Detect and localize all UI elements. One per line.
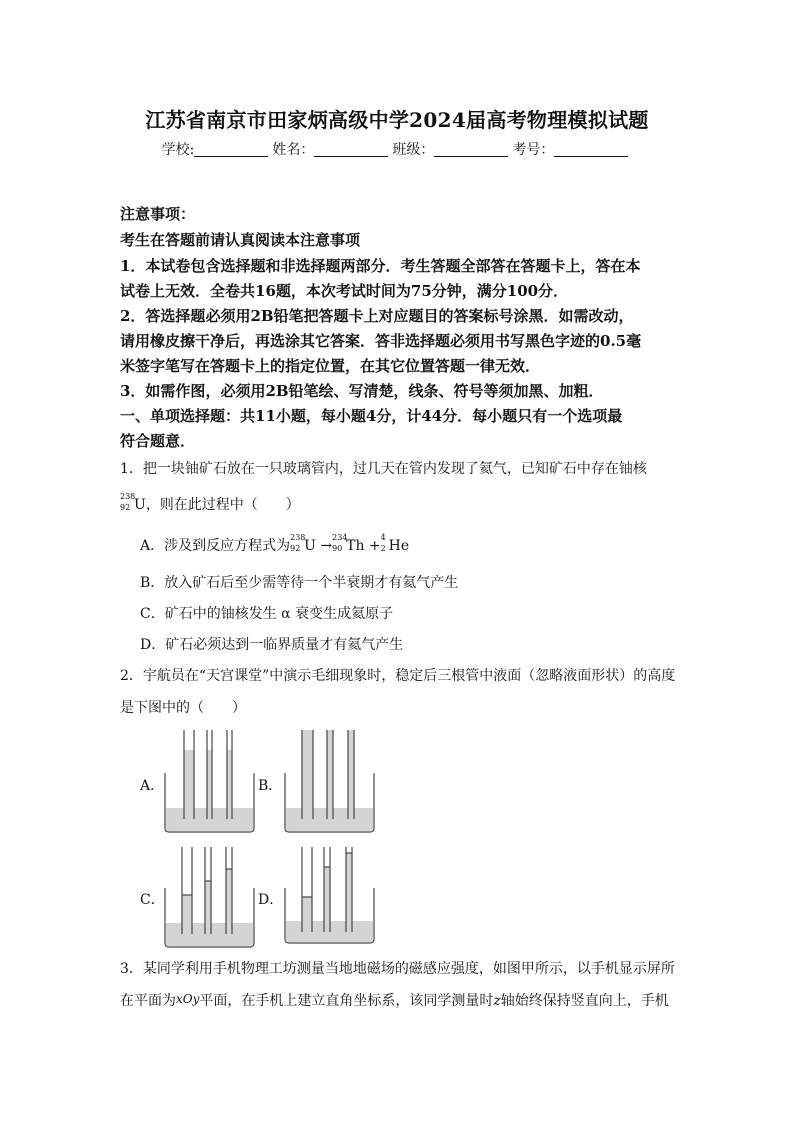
name-blank bbox=[314, 142, 388, 157]
notice-item-2-line-2: 请用橡皮擦干净后，再选涂其它答案．答非选择题必须用书写黑色字迹的0.5毫 bbox=[120, 332, 642, 350]
q1-stem-line-1: 1．把一块铀矿石放在一只玻璃管内，过几天在管内发现了氦气，已知矿石中存在铀核 bbox=[120, 461, 647, 477]
name-label: 姓名： bbox=[272, 142, 315, 158]
capillary-figure-a bbox=[160, 728, 260, 834]
q2-stem-line-2: 是下图中的（ ） bbox=[120, 700, 246, 716]
q1-option-b: B．放入矿石后至少需等待一个半衰期才有氦气产生 bbox=[140, 575, 459, 591]
school-blank bbox=[194, 142, 268, 157]
number-label: 考号： bbox=[512, 142, 555, 158]
q2-stem-line-1: 2．宇航员在“天宫课堂”中演示毛细现象时，稳定后三根管中液面（忽略液面形状）的高度 bbox=[120, 668, 676, 684]
q2-label-a: A． bbox=[140, 778, 165, 794]
notice-item-3: 3．如需作图，必须用2B铅笔绘、写清楚，线条、符号等须加黑、加粗． bbox=[120, 382, 604, 400]
student-info-line bbox=[0, 139, 794, 159]
class-blank bbox=[434, 142, 508, 157]
capillary-figure-b bbox=[280, 728, 380, 834]
number-blank bbox=[554, 142, 628, 157]
notice-item-2-line-3: 米签字笔写在答题卡上的指定位置，在其它位置答题一律无效． bbox=[120, 357, 541, 375]
class-label: 班级： bbox=[392, 142, 435, 158]
q3-line-1: 3．某同学利用手机物理工坊测量当地地磁场的磁感应强度，如图甲所示，以手机显示屏所 bbox=[120, 961, 675, 977]
notice-intro: 考生在答题前请认真阅读本注意事项 bbox=[120, 231, 361, 249]
q1-option-c: C．矿石中的铀核发生 α 衰变生成氦原子 bbox=[140, 606, 394, 622]
notice-item-1-line-1: 1．本试卷包含选择题和非选择题两部分．考生答题全部答在答题卡上，答在本 bbox=[120, 257, 641, 275]
q2-label-d: D． bbox=[258, 892, 284, 908]
q3-line-2: 在平面为xOy平面，在手机上建立直角坐标系，该同学测量时z轴始终保持竖直向上，手机 bbox=[120, 992, 669, 1009]
school-label: 学校: bbox=[161, 142, 195, 158]
notice-item-1-line-2: 试卷上无效．全卷共16题，本次考试时间为75分钟，满分100分． bbox=[120, 282, 569, 300]
q2-label-c: C． bbox=[140, 892, 165, 908]
q1-option-d: D．矿石必须达到一临界质量才有氦气产生 bbox=[140, 637, 404, 653]
q2-label-b: B． bbox=[258, 778, 283, 794]
section-1-heading: 一、单项选择题：共11小题，每小题4分，计44分．每小题只有一个选项最 bbox=[120, 407, 623, 425]
uranium-nuclide: 238 92 bbox=[120, 492, 136, 512]
notice-item-2-line-1: 2．答选择题必须用2B铅笔把答题卡上对应题目的答案标号涂黑．如需改动， bbox=[120, 307, 634, 325]
q1-stem-line-2: 238 92 U，则在此过程中（ ） bbox=[120, 492, 300, 513]
capillary-figure-d bbox=[280, 843, 380, 949]
exam-title: 江苏省南京市田家炳高级中学2024届高考物理模拟试题 bbox=[145, 108, 649, 132]
q1-option-a: A．涉及到反应方程式为 238 92 U → 234 90 Th + 4 2 He bbox=[140, 533, 410, 554]
notice-heading: 注意事项： bbox=[120, 205, 196, 223]
capillary-figure-c bbox=[160, 843, 260, 949]
section-1-heading-cont: 符合题意． bbox=[120, 432, 196, 450]
